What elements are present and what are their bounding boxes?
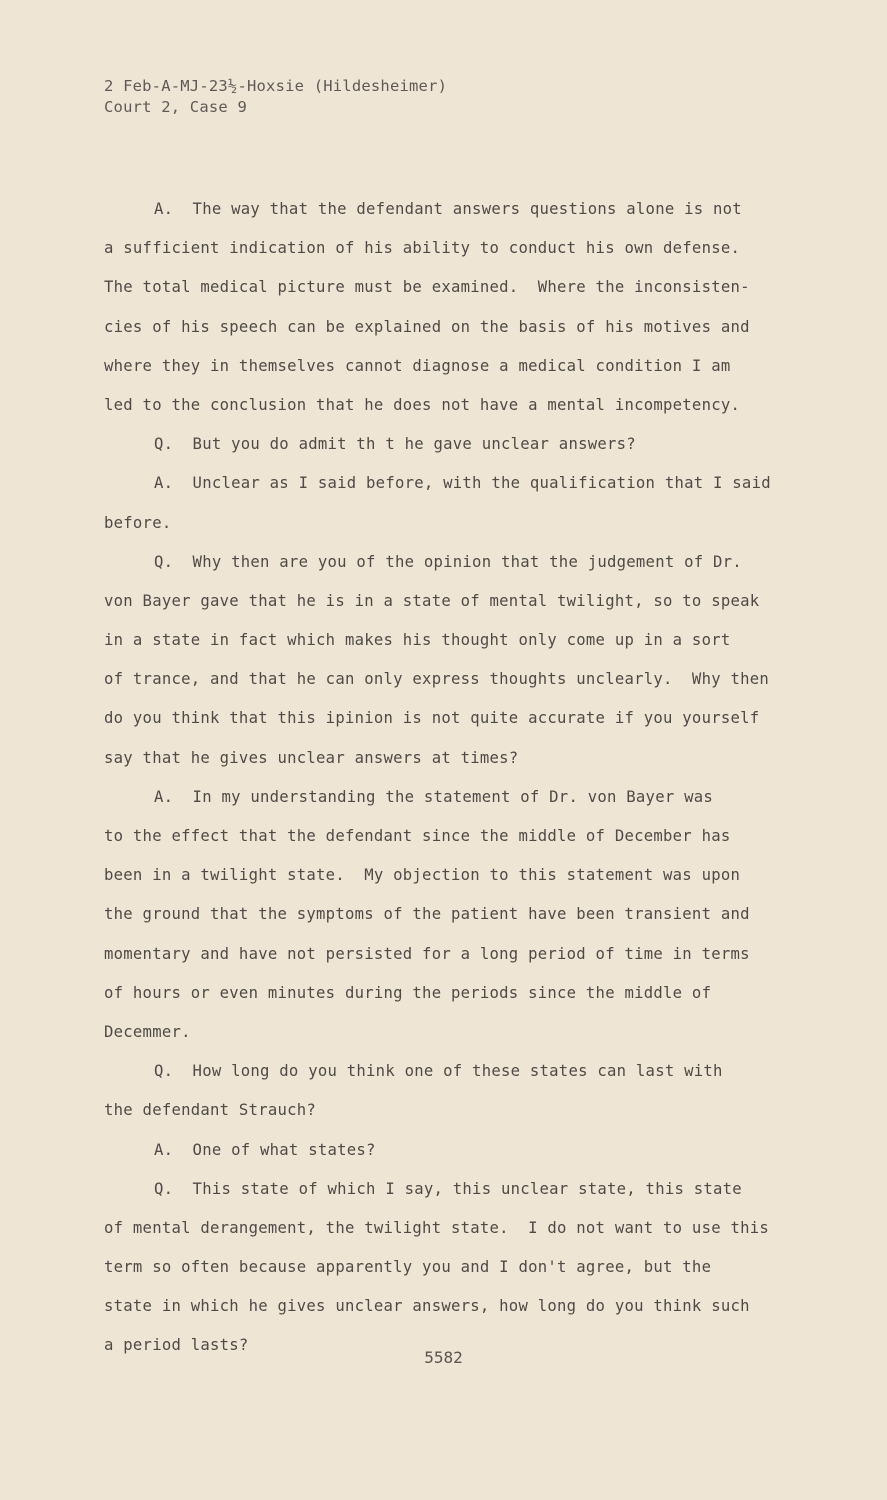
transcript-line: cies of his speech can be explained on the basis of his motives and: [104, 317, 750, 336]
transcript-line: say that he gives unclear answers at times?: [104, 748, 519, 767]
document-header: [104, 76, 447, 118]
transcript-line: the defendant Strauch?: [104, 1101, 317, 1120]
transcript-line: A. One of what states?: [154, 1140, 376, 1159]
transcript-line: of mental derangement, the twilight state. I do not want to use this: [104, 1218, 770, 1237]
transcript-line: of trance, and that he can only express thoughts unclearly. Why then: [104, 670, 770, 689]
transcript-line: von Bayer gave that he is in a state of mental twilight, so to speak: [104, 591, 760, 610]
transcript-line: the ground that the symptoms of the patient have been transient and: [104, 905, 750, 924]
transcript-body: [104, 190, 784, 1366]
transcript-line: led to the conclusion that he does not have a mental incompetency.: [104, 395, 741, 414]
transcript-line: a sufficient indication of his ability to conduct his own defense.: [104, 239, 741, 258]
transcript-line: Q. But you do admit th t he gave unclear answers?: [154, 435, 636, 454]
transcript-line: Q. Why then are you of the opinion that the judgement of Dr.: [154, 552, 742, 571]
transcript-line: been in a twilight state. My objection to this statement was upon: [104, 866, 741, 885]
transcript-line: where they in themselves cannot diagnose a medical condition I am: [104, 356, 731, 375]
transcript-line: a period lasts?: [104, 1336, 249, 1355]
page-number: 5582: [424, 1348, 463, 1367]
transcript-line: to the effect that the defendant since the middle of December has: [104, 827, 731, 845]
transcript-line: state in which he gives unclear answers, how long do you think such: [104, 1297, 750, 1316]
transcript-line: of hours or even minutes during the periods since the middle of: [104, 983, 712, 1002]
transcript-line: The total medical picture must be examined. Where the inconsisten-: [104, 278, 750, 297]
header-case-reference: 2 Feb-A-MJ-23½-Hoxsie (Hildesheimer): [104, 77, 448, 95]
transcript-line: A. The way that the defendant answers questions alone is not: [154, 200, 742, 218]
transcript-line: momentary and have not persisted for a long period of time in terms: [104, 944, 750, 963]
header-court-case: Court 2, Case 9: [104, 98, 247, 116]
transcript-line: do you think that this ipinion is not quite accurate if you yourself: [104, 709, 760, 728]
transcript-line: Q. How long do you think one of these states can last with: [154, 1062, 723, 1081]
transcript-line: Decemmer.: [104, 1022, 191, 1041]
transcript-line: term so often because apparently you and I don't agree, but the: [104, 1258, 712, 1277]
transcript-line: A. Unclear as I said before, with the qualification that I said: [154, 474, 771, 493]
transcript-line: A. In my understanding the statement of Dr. von Bayer was: [154, 787, 714, 806]
transcript-line: in a state in fact which makes his thought only come up in a sort: [104, 631, 731, 650]
transcript-line: Q. This state of which I say, this unclear state, this state: [154, 1179, 742, 1198]
transcript-line: before.: [104, 513, 172, 532]
